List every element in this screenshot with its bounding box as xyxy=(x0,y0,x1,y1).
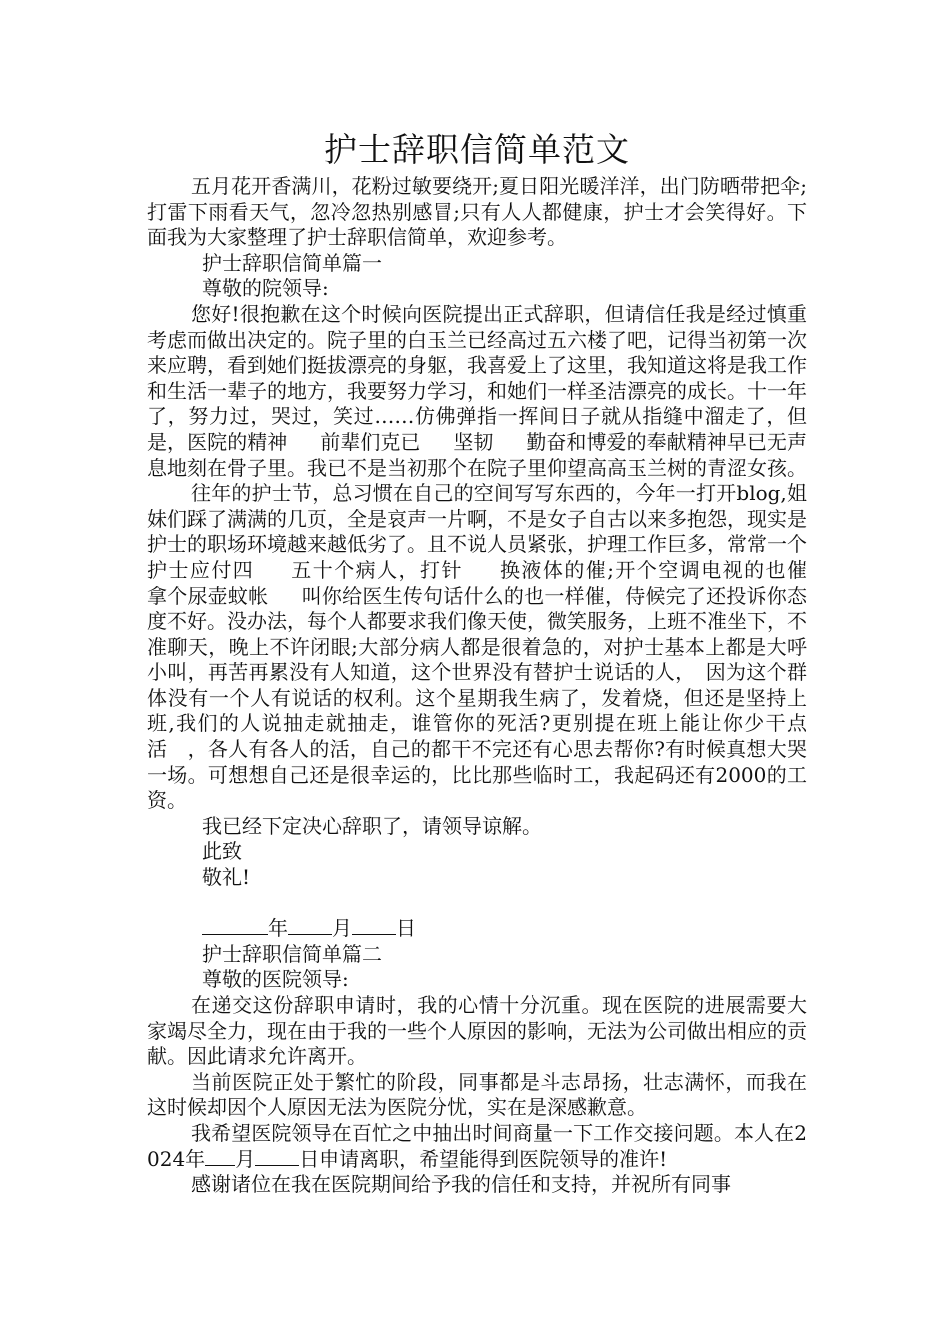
p3-part-c: 日申请离职，希望能得到医院领导的准许! xyxy=(299,1146,668,1171)
month-blank-2 xyxy=(205,1147,235,1166)
date-day-label: 日 xyxy=(396,916,416,941)
letter2-salutation: 尊敬的医院领导: xyxy=(202,967,349,992)
month-blank xyxy=(288,916,332,935)
letter1-closing-1: 此致 xyxy=(202,839,242,864)
letter1-paragraph-1: 您好!很抱歉在这个时候向医院提出正式辞职，但请信任我是经过慎重考虑而做出决定的。院子里的白玉兰已经高过五六楼了吧，记得当初第一次来应聘，看到她们挺拔漂亮的身躯，我喜爱上了这里，我知道这将是我工作和生活一辈子的地方，我要努力学习，和她们一样圣洁漂亮的成长。十一年了，努力过，哭过，笑过……仿佛弹指一挥间日子就从指缝中溜走了，但是，医院的精神 前辈们克已 坚韧 勤奋和博爱的奉献精神早已无声息地刻在骨子里。我已不是当初那个在院子里仰望高高玉兰树的青涩女孩。 xyxy=(147,301,807,480)
day-blank-2 xyxy=(255,1147,299,1166)
intro-paragraph: 五月花开香满川，花粉过敏要绕开;夏日阳光暖洋洋，出门防晒带把伞;打雷下雨看天气，忽冷忽热别感冒;只有人人都健康，护士才会笑得好。下面我为大家整理了护士辞职信简单，欢迎参考。 xyxy=(147,174,807,250)
date-year-label: 年 xyxy=(268,916,288,941)
letter2-paragraph-4: 感谢诸位在我在医院期间给予我的信任和支持，并祝所有同事 xyxy=(191,1172,731,1197)
document-page xyxy=(147,128,840,1198)
letter1-paragraph-3: 我已经下定决心辞职了，请领导谅解。 xyxy=(202,813,542,838)
letter2-paragraph-2: 当前医院正处于繁忙的阶段，同事都是斗志昂扬，壮志满怀，而我在这时候却因个人原因无法为医院分忧，实在是深感歉意。 xyxy=(147,1069,807,1120)
letter1-closing-2: 敬礼! xyxy=(202,865,251,890)
letter2-paragraph-1: 在递交这份辞职申请时，我的心情十分沉重。现在医院的进展需要大家竭尽全力，现在由于我的一些个人原因的影响，无法为公司做出相应的贡献。因此请求允许离开。 xyxy=(147,993,807,1069)
letter1-heading: 护士辞职信简单篇一 xyxy=(202,250,382,275)
day-blank xyxy=(352,916,396,935)
letter2-paragraph-3 xyxy=(147,1121,807,1172)
letter1-salutation: 尊敬的院领导: xyxy=(202,276,329,301)
signature-blank xyxy=(202,916,268,935)
letter1-paragraph-2: 往年的护士节，总习惯在自己的空间写写东西的，今年一打开blog,姐妹们踩了满满的几页，全是哀声一片啊，不是女子自古以来多抱怨，现实是护士的职场环境越来越低劣了。且不说人员紧张，护理工作巨多，常常一个护士应付四 五十个病人，打针 换液体的催;开个空调电视的也催 拿个尿壶蚊帐 叫你给医生传句话什么的也一样催，侍候完了还投诉你态度不好。没办法，每个人都要求我们像天使，微笑服务，上班不准坐下，不准聊天，晚上不许闭眼;大部分病人都是很着急的，对护士基本上都是大呼小叫，再苦再累没有人知道，这个世界没有替护士说话的人， 因为这个群体没有一个人有说话的权利。这个星期我生病了，发着烧，但还是坚持上班,我们的人说抽走就抽走，谁管你的死活?更别提在班上能让你少干点活 ，各人有各人的活，自己的都干不完还有心思去帮你?有时候真想大哭一场。可想想自己还是很幸运的，比比那些临时工，我起码还有2000的工资。 xyxy=(147,481,840,813)
blank-line xyxy=(147,891,807,917)
document-title: 护士辞职信简单范文 xyxy=(324,130,630,169)
date-month-label: 月 xyxy=(332,916,352,941)
letter1-date-line xyxy=(147,916,807,942)
p3-part-b: 月 xyxy=(235,1146,256,1171)
letter2-heading: 护士辞职信简单篇二 xyxy=(202,941,382,966)
p3-part-a: 我希望医院领导在百忙之中抽出时间商量一下工作交接问题。本人在2024年 xyxy=(147,1120,807,1171)
